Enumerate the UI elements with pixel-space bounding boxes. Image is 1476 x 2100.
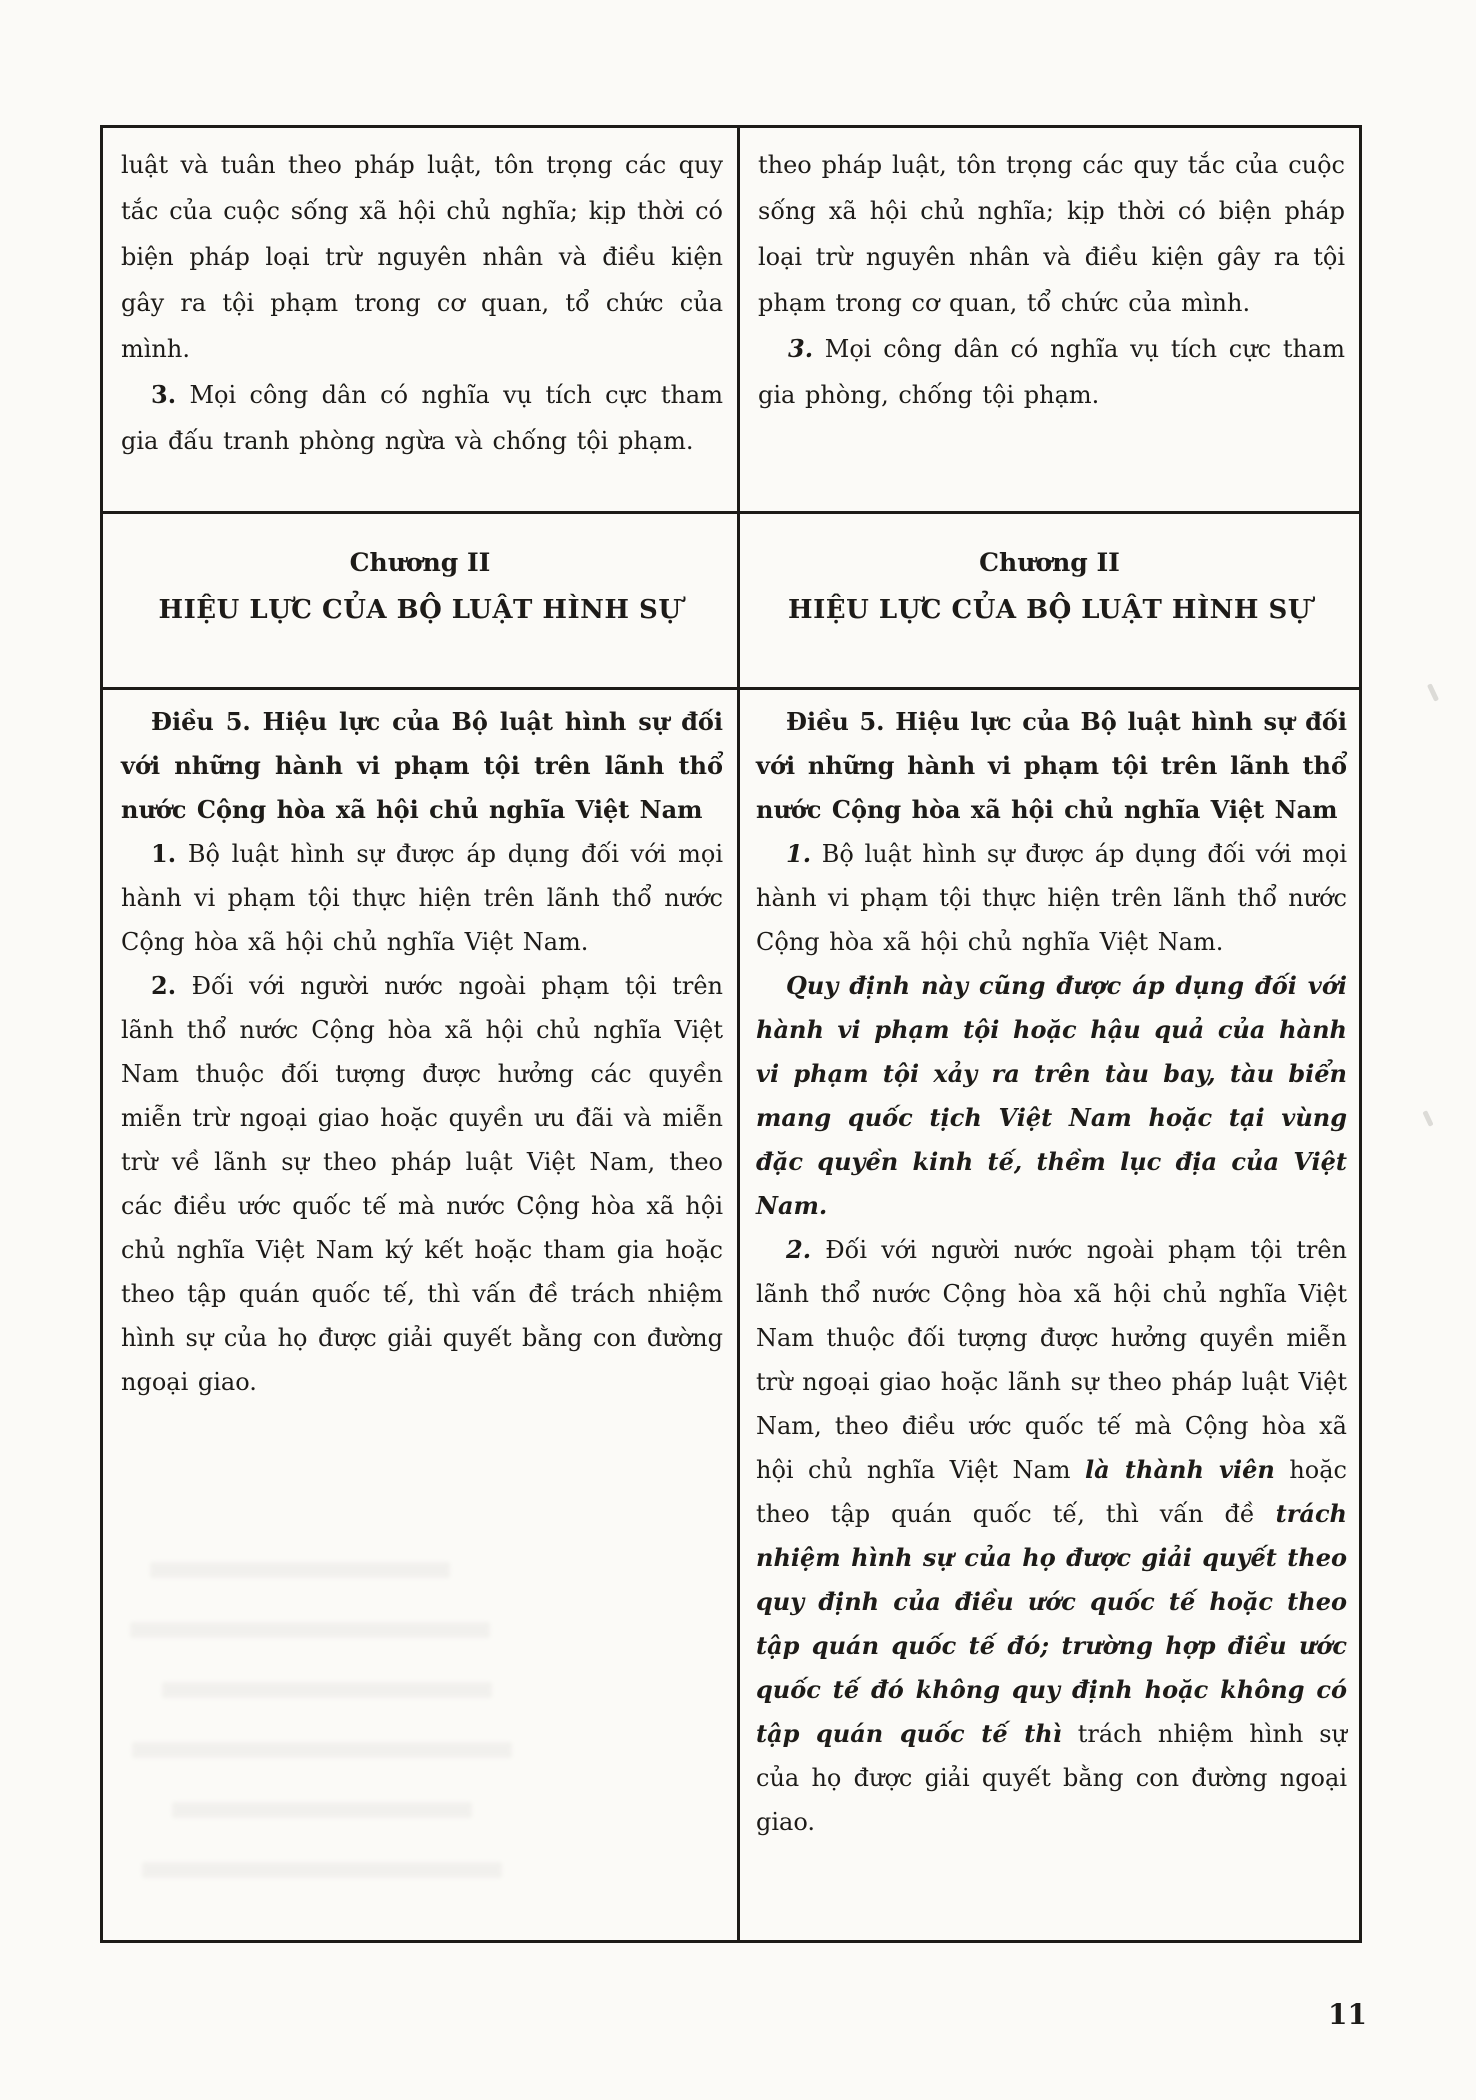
bleed-through-artifact	[130, 1622, 490, 1638]
bleed-through-artifact	[162, 1682, 492, 1698]
text-paragraph: theo pháp luật, tôn trọng các quy tắc của cuộc sống xã hội chủ nghĩa; kịp thời có biện pháp loại trừ nguyên nhân và điều kiện gây ra tội phạm trong cơ quan, tổ chức của mình.	[758, 151, 1345, 317]
page-number: 11	[1328, 1998, 1367, 2031]
scan-speck	[1422, 1110, 1433, 1127]
cell-chapter-heading-right	[740, 511, 1359, 687]
text-paragraph: Điều 5. Hiệu lực của Bộ luật hình sự đối với những hành vi phạm tội trên lãnh thổ nước Cộng hòa xã hội chủ nghĩa Việt Nam	[756, 707, 1347, 824]
text-paragraph: Quy định này cũng được áp dụng đối với hành vi phạm tội hoặc hậu quả của hành vi phạm tội xảy ra trên tàu bay, tàu biển mang quốc tịch Việt Nam hoặc tại vùng đặc quyền kinh tế, thềm lục địa của Việt Nam.	[756, 971, 1347, 1220]
chapter-label: Chương II	[349, 548, 491, 577]
text-paragraph: 1. Bộ luật hình sự được áp dụng đối với mọi hành vi phạm tội thực hiện trên lãnh thổ nước Cộng hòa xã hội chủ nghĩa Việt Nam.	[121, 839, 723, 956]
text-paragraph: 3. Mọi công dân có nghĩa vụ tích cực tham gia phòng, chống tội phạm.	[758, 334, 1345, 409]
scan-speck	[1427, 683, 1439, 701]
text-paragraph: Điều 5. Hiệu lực của Bộ luật hình sự đối với những hành vi phạm tội trên lãnh thổ nước Cộng hòa xã hội chủ nghĩa Việt Nam	[121, 707, 723, 824]
bleed-through-artifact	[142, 1862, 502, 1878]
cell-article5-new	[740, 687, 1359, 1940]
cell-new-law-continuation	[740, 128, 1359, 511]
comparison-table	[100, 125, 1362, 1943]
cell-chapter-heading-left	[103, 511, 740, 687]
text-paragraph: 3. Mọi công dân có nghĩa vụ tích cực tham gia đấu tranh phòng ngừa và chống tội phạm.	[121, 380, 723, 455]
cell-old-law-continuation	[103, 128, 740, 511]
text-paragraph: 2. Đối với người nước ngoài phạm tội trên lãnh thổ nước Cộng hòa xã hội chủ nghĩa Việt Nam thuộc đối tượng được hưởng quyền miễn trừ ngoại giao hoặc lãnh sự theo pháp luật Việt Nam, theo điều ước quốc tế mà Cộng hòa xã hội chủ nghĩa Việt Nam là thành viên hoặc theo tập quán quốc tế, thì vấn đề trách nhiệm hình sự của họ được giải quyết theo quy định của điều ước quốc tế hoặc theo tập quán quốc tế đó; trường hợp điều ước quốc tế đó không quy định hoặc không có tập quán quốc tế thì trách nhiệm hình sự của họ được giải quyết bằng con đường ngoại giao.	[756, 1235, 1347, 1836]
bleed-through-artifact	[172, 1802, 472, 1818]
chapter-title: HIỆU LỰC CỦA BỘ LUẬT HÌNH SỰ	[788, 595, 1311, 625]
text-paragraph: luật và tuân theo pháp luật, tôn trọng các quy tắc của cuộc sống xã hội chủ nghĩa; kịp thời có biện pháp loại trừ nguyên nhân và điều kiện gây ra tội phạm trong cơ quan, tổ chức của mình.	[121, 151, 723, 363]
chapter-label: Chương II	[979, 548, 1120, 577]
bleed-through-artifact	[132, 1742, 512, 1758]
bleed-through-artifact	[150, 1562, 450, 1578]
chapter-title: HIỆU LỰC CỦA BỘ LUẬT HÌNH SỰ	[158, 595, 682, 625]
text-paragraph: 1. Bộ luật hình sự được áp dụng đối với mọi hành vi phạm tội thực hiện trên lãnh thổ nước Cộng hòa xã hội chủ nghĩa Việt Nam.	[756, 839, 1347, 956]
text-paragraph: 2. Đối với người nước ngoài phạm tội trên lãnh thổ nước Cộng hòa xã hội chủ nghĩa Việt Nam thuộc đối tượng được hưởng các quyền miễn trừ ngoại giao hoặc quyền ưu đãi và miễn trừ về lãnh sự theo pháp luật Việt Nam, theo các điều ước quốc tế mà nước Cộng hòa xã hội chủ nghĩa Việt Nam ký kết hoặc tham gia hoặc theo tập quán quốc tế, thì vấn đề trách nhiệm hình sự của họ được giải quyết bằng con đường ngoại giao.	[121, 971, 723, 1396]
